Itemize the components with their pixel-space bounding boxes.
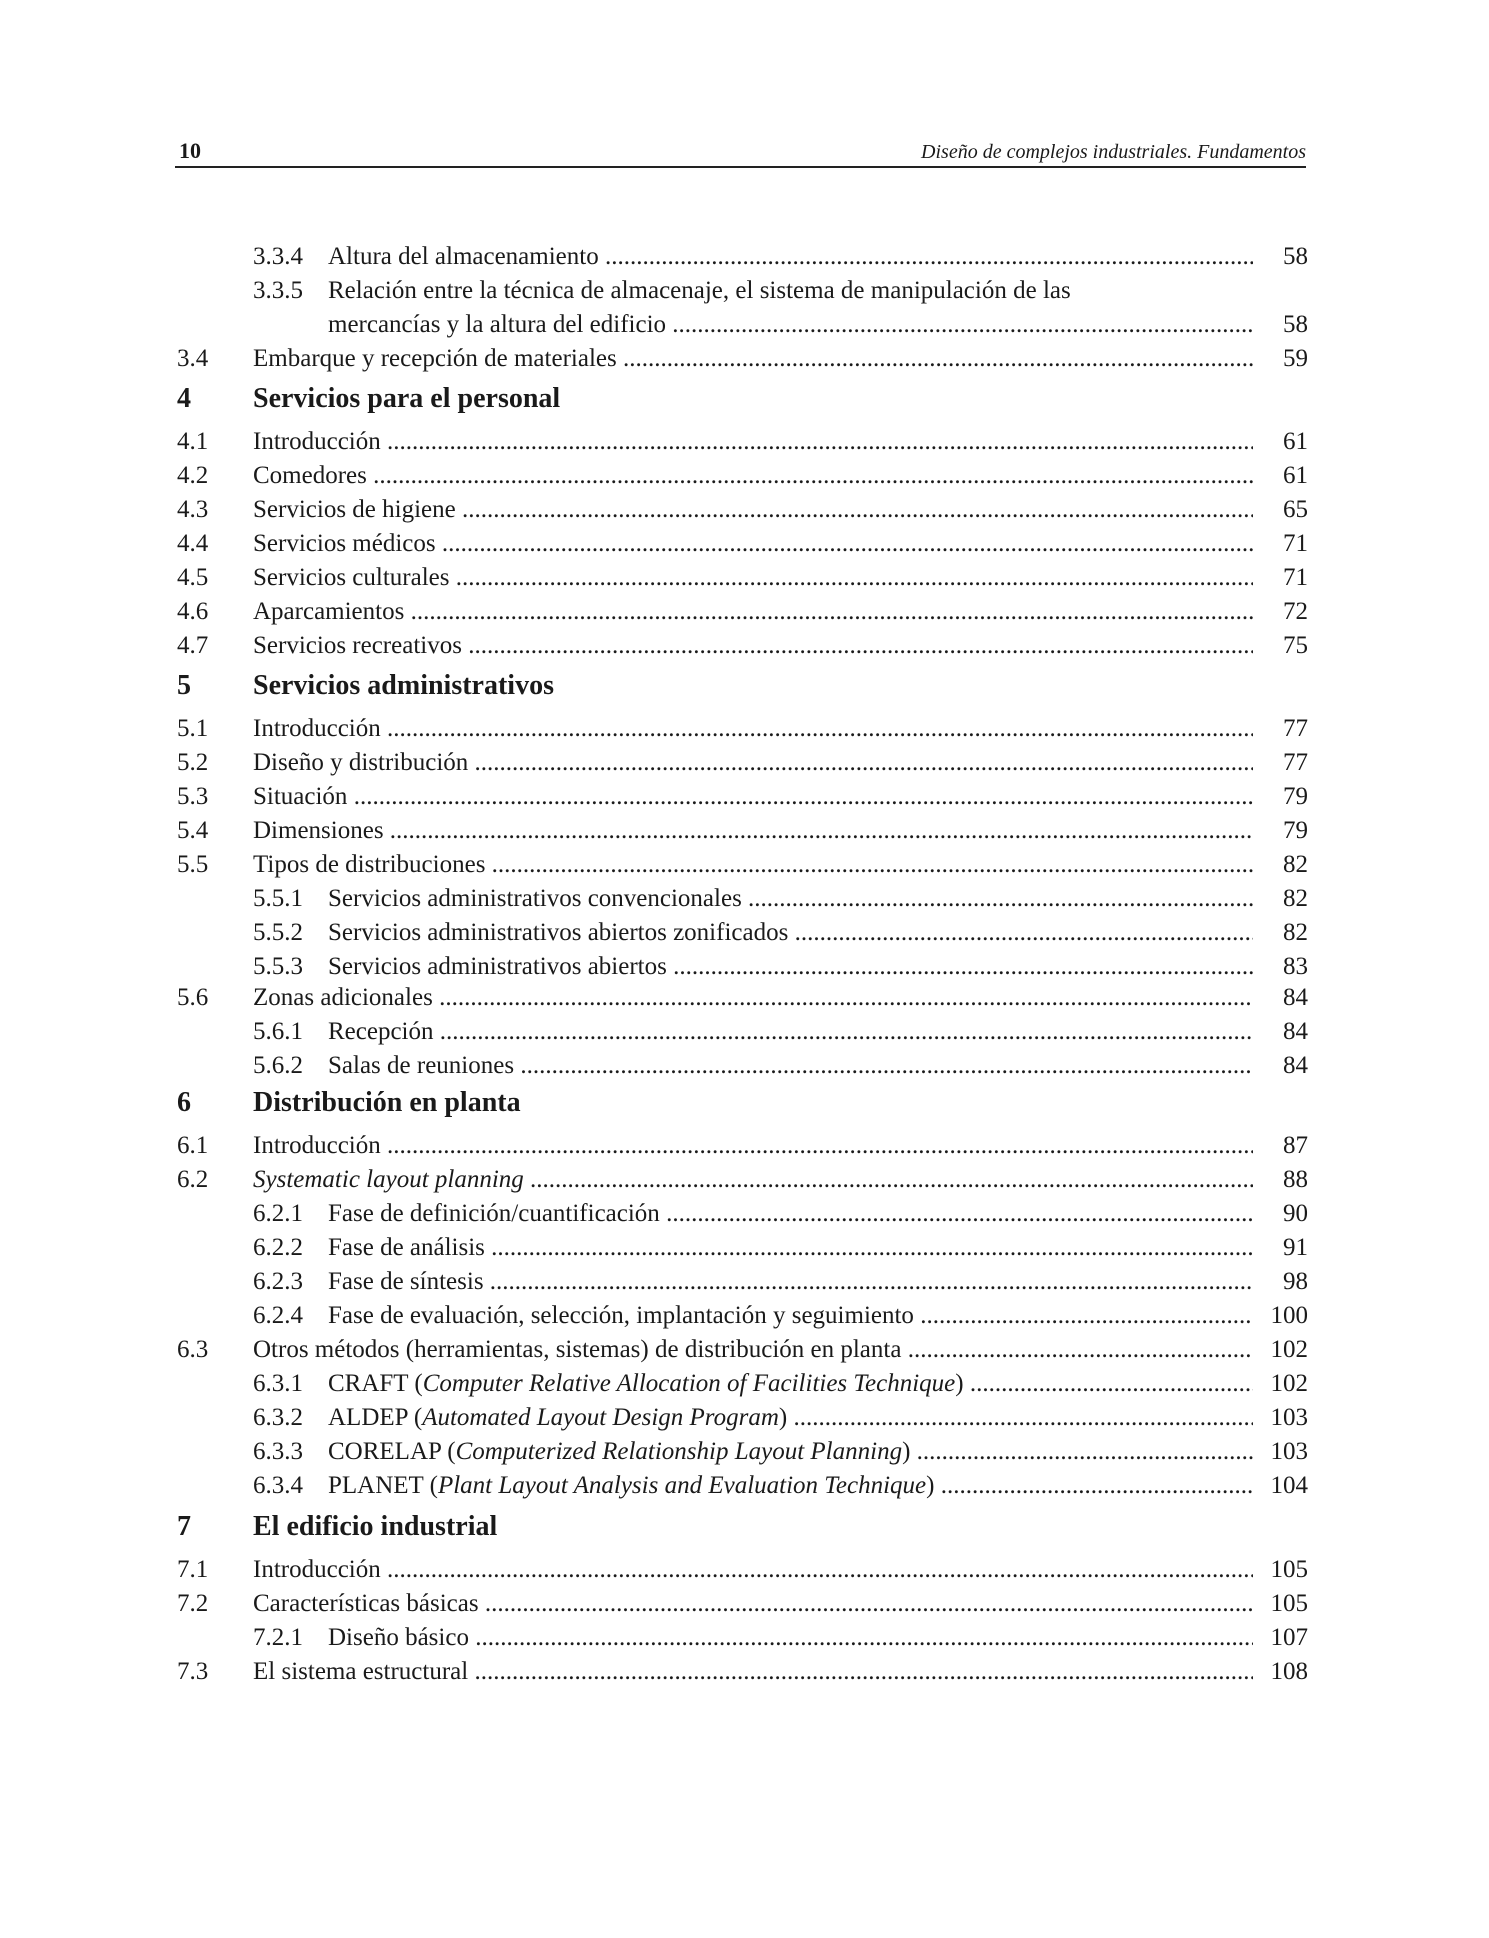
- toc-title-text: Fase de evaluación, selección, implantación y seguimiento: [328, 1302, 914, 1329]
- toc-number: 6.2.1: [253, 1200, 303, 1227]
- toc-title: [253, 1163, 1253, 1197]
- toc-chapter: [175, 382, 1308, 416]
- toc-page-number: 72: [1283, 598, 1308, 625]
- toc-title-text: CORELAP (: [328, 1438, 456, 1465]
- toc-title: [253, 814, 1253, 848]
- toc-title-text: Servicios administrativos convencionales: [328, 885, 742, 912]
- toc-page-number: 105: [1270, 1590, 1308, 1617]
- toc-entry-continuation: [175, 308, 1308, 342]
- toc-title-text: Servicios administrativos: [253, 670, 554, 701]
- toc-title-italic: Computerized Relationship Layout Planning: [455, 1438, 903, 1465]
- toc-entry: [175, 1553, 1308, 1587]
- toc-page-number: 82: [1283, 885, 1308, 912]
- toc-entry: [175, 1129, 1308, 1163]
- toc-title: [253, 1333, 1253, 1367]
- toc-number: 5: [177, 670, 191, 701]
- toc-title: [253, 1086, 1253, 1120]
- toc-page-number: 61: [1283, 428, 1308, 455]
- toc-page-number: 91: [1283, 1234, 1308, 1261]
- toc-title-text: Introducción: [253, 1132, 381, 1159]
- toc-page-number: 77: [1283, 715, 1308, 742]
- toc-page-number: 104: [1270, 1472, 1308, 1499]
- toc-number: 5.5: [177, 851, 209, 878]
- toc-title-text: Servicios para el personal: [253, 383, 561, 414]
- toc-title: [253, 459, 1253, 493]
- toc-title: [328, 916, 1253, 950]
- toc-entry: [175, 712, 1308, 746]
- toc-title-text: El sistema estructural: [253, 1658, 469, 1685]
- toc-title-text: Introducción: [253, 1556, 381, 1583]
- toc-page-number: 65: [1283, 496, 1308, 523]
- toc-entry: [175, 527, 1308, 561]
- toc-title: [253, 981, 1253, 1015]
- toc-number: 7: [177, 1511, 191, 1542]
- toc-title-text: Dimensiones: [253, 817, 384, 844]
- toc-title-text: Diseño y distribución: [253, 749, 469, 776]
- toc-entry: [175, 981, 1308, 1015]
- toc-number: 5.5.1: [253, 885, 303, 912]
- toc-entry: [175, 629, 1308, 663]
- toc-page-number: 79: [1283, 783, 1308, 810]
- toc-number: 7.1: [177, 1556, 209, 1583]
- toc-title-text: Servicios administrativos abiertos zonificados: [328, 919, 789, 946]
- toc-title-text: Altura del almacenamiento: [328, 243, 599, 270]
- toc-page-number: 103: [1270, 1438, 1308, 1465]
- toc-title-text: CRAFT (: [328, 1370, 423, 1397]
- toc-page-number: 103: [1270, 1404, 1308, 1431]
- toc-entry: [175, 1197, 1308, 1231]
- toc-title: [253, 780, 1253, 814]
- toc-title: [253, 1510, 1253, 1544]
- toc-title: [253, 595, 1253, 629]
- toc-number: 7.2: [177, 1590, 209, 1617]
- toc-page-number: 58: [1283, 311, 1308, 338]
- toc-number: 5.6.2: [253, 1052, 303, 1079]
- toc-entry: [175, 561, 1308, 595]
- toc-title: [253, 1553, 1253, 1587]
- toc-number: 6.2.2: [253, 1234, 303, 1261]
- toc-entry: [175, 1015, 1308, 1049]
- toc-entry: [175, 746, 1308, 780]
- toc-number: 5.5.2: [253, 919, 303, 946]
- toc-title: [328, 1367, 1253, 1401]
- toc-entry: [175, 780, 1308, 814]
- toc-page-number: 82: [1283, 919, 1308, 946]
- toc-title-text: Servicios médicos: [253, 530, 436, 557]
- toc-title: [328, 1469, 1253, 1503]
- toc-entry: [175, 950, 1308, 984]
- toc-title: [253, 493, 1253, 527]
- toc-page-number: 105: [1270, 1556, 1308, 1583]
- toc-title-text: PLANET (: [328, 1472, 438, 1499]
- toc-entry: [175, 1469, 1308, 1503]
- toc-title-text: Fase de análisis: [328, 1234, 485, 1261]
- toc-page-number: 71: [1283, 564, 1308, 591]
- toc-title-text: Recepción: [328, 1018, 434, 1045]
- toc-page-number: 59: [1283, 345, 1308, 372]
- toc-entry: [175, 1163, 1308, 1197]
- toc-title-end: ): [926, 1472, 935, 1499]
- toc-title: [253, 1655, 1253, 1689]
- toc-number: 6: [177, 1087, 191, 1118]
- toc-page-number: 79: [1283, 817, 1308, 844]
- toc-title-italic: Automated Layout Design Program: [422, 1404, 779, 1431]
- toc-title-text: Fase de síntesis: [328, 1268, 484, 1295]
- toc-number: 6.3.3: [253, 1438, 303, 1465]
- toc-title-text: ALDEP (: [328, 1404, 423, 1431]
- toc-page-number: 82: [1283, 851, 1308, 878]
- toc-title: [328, 950, 1253, 984]
- toc-entry: [175, 1231, 1308, 1265]
- toc-title: [328, 1621, 1253, 1655]
- toc-entry: [175, 459, 1308, 493]
- toc-entry: [175, 1655, 1308, 1689]
- toc-title-text: Fase de definición/cuantificación: [328, 1200, 660, 1227]
- toc-title-italic: Systematic layout planning: [253, 1166, 524, 1193]
- toc-title-text: Aparcamientos: [253, 598, 405, 625]
- toc-entry: [175, 882, 1308, 916]
- toc-title: [328, 274, 1253, 308]
- toc-title: [328, 1299, 1253, 1333]
- toc-title-text: Otros métodos (herramientas, sistemas) de distribución en planta: [253, 1336, 902, 1363]
- toc-title: [253, 712, 1253, 746]
- toc-number: 4.4: [177, 530, 209, 557]
- toc-page-number: 107: [1270, 1624, 1308, 1651]
- toc-number: 5.2: [177, 749, 209, 776]
- toc-chapter: [175, 1510, 1308, 1544]
- toc-number: 5.6.1: [253, 1018, 303, 1045]
- toc-number: 4.5: [177, 564, 209, 591]
- toc-title: [253, 425, 1253, 459]
- toc-title: [328, 1197, 1253, 1231]
- toc-title-end: ): [902, 1438, 911, 1465]
- toc-title: [253, 746, 1253, 780]
- toc-title: [253, 527, 1253, 561]
- toc-number: 4.1: [177, 428, 209, 455]
- toc-number: 7.2.1: [253, 1624, 303, 1651]
- toc-number: 5.5.3: [253, 953, 303, 980]
- toc-entry: [175, 342, 1308, 376]
- toc-number: 6.2: [177, 1166, 209, 1193]
- toc-entry: [175, 916, 1308, 950]
- toc-number: 7.3: [177, 1658, 209, 1685]
- toc-title-text: Salas de reuniones: [328, 1052, 515, 1079]
- toc-title: [253, 848, 1253, 882]
- toc-entry: [175, 1435, 1308, 1469]
- toc-entry: [175, 1265, 1308, 1299]
- toc-number: 6.1: [177, 1132, 209, 1159]
- toc-title-text: Relación entre la técnica de almacenaje, el sistema de manipulación de las: [328, 277, 1071, 304]
- toc-title-text: Introducción: [253, 715, 381, 742]
- toc-entry: [175, 1621, 1308, 1655]
- toc-entry: [175, 1049, 1308, 1083]
- toc-entry: [175, 1367, 1308, 1401]
- toc-page-number: 84: [1283, 1052, 1308, 1079]
- toc-title-text: Situación: [253, 783, 348, 810]
- toc-title: [328, 240, 1253, 274]
- toc-number: 6.3.2: [253, 1404, 303, 1431]
- toc-title: [253, 629, 1253, 663]
- toc-title: [328, 1435, 1253, 1469]
- toc-number: 3.3.5: [253, 277, 303, 304]
- toc-number: 3.4: [177, 345, 209, 372]
- toc-number: 6.2.4: [253, 1302, 303, 1329]
- toc-title: [328, 1231, 1253, 1265]
- toc-number: 5.3: [177, 783, 209, 810]
- toc-title-text: Tipos de distribuciones: [253, 851, 486, 878]
- toc-title: [328, 1265, 1253, 1299]
- toc-page-number: 84: [1283, 1018, 1308, 1045]
- toc-title-text: Embarque y recepción de materiales: [253, 345, 617, 372]
- toc-entry: [175, 848, 1308, 882]
- toc-page-number: 100: [1270, 1302, 1308, 1329]
- toc-title: [253, 1587, 1253, 1621]
- toc-title-text: Servicios administrativos abiertos: [328, 953, 667, 980]
- toc-page-number: 102: [1270, 1370, 1308, 1397]
- toc-title-italic: Computer Relative Allocation of Facilities Technique: [422, 1370, 956, 1397]
- running-title: Diseño de complejos industriales. Fundamentos: [921, 141, 1306, 163]
- toc-page-number: 88: [1283, 1166, 1308, 1193]
- toc-entry: [175, 1299, 1308, 1333]
- toc-title-end: ): [955, 1370, 964, 1397]
- toc-title-text: Servicios culturales: [253, 564, 450, 591]
- toc-title-text: Zonas adicionales: [253, 984, 433, 1011]
- toc-entry: [175, 1401, 1308, 1435]
- toc-entry: [175, 240, 1308, 274]
- toc-title: [328, 882, 1253, 916]
- toc-number: 4: [177, 383, 191, 414]
- toc-entry: [175, 1587, 1308, 1621]
- toc-entry: [175, 595, 1308, 629]
- toc-number: 4.7: [177, 632, 209, 659]
- toc-title: [253, 669, 1253, 703]
- toc-title-text: Introducción: [253, 428, 381, 455]
- toc-page-number: 90: [1283, 1200, 1308, 1227]
- toc-number: 6.2.3: [253, 1268, 303, 1295]
- toc-title-italic: Plant Layout Analysis and Evaluation Technique: [437, 1472, 927, 1499]
- toc-entry: [175, 425, 1308, 459]
- toc-title: [253, 1129, 1253, 1163]
- toc-title-text: Comedores: [253, 462, 367, 489]
- toc-page-number: 84: [1283, 984, 1308, 1011]
- toc-title-text: Distribución en planta: [253, 1087, 521, 1118]
- toc-number: 5.1: [177, 715, 209, 742]
- toc-page-number: 108: [1270, 1658, 1308, 1685]
- toc-title-text: Características básicas: [253, 1590, 479, 1617]
- toc-number: 6.3.4: [253, 1472, 303, 1499]
- toc-number: 4.3: [177, 496, 209, 523]
- toc-number: 6.3: [177, 1336, 209, 1363]
- toc-page-number: 61: [1283, 462, 1308, 489]
- toc-chapter: [175, 1086, 1308, 1120]
- toc-title: [328, 1015, 1253, 1049]
- page-header: [175, 138, 1306, 168]
- toc-entry: [175, 493, 1308, 527]
- toc-title-text: El edificio industrial: [253, 1511, 498, 1542]
- toc-page-number: 102: [1270, 1336, 1308, 1363]
- toc-page-number: 77: [1283, 749, 1308, 776]
- toc-number: 5.4: [177, 817, 209, 844]
- toc-page-number: 58: [1283, 243, 1308, 270]
- page-number: 10: [179, 138, 201, 163]
- toc-title-end: ): [778, 1404, 788, 1431]
- toc-title-text: Diseño básico: [328, 1624, 469, 1651]
- toc-title: [328, 308, 1253, 342]
- toc-title: [328, 1049, 1253, 1083]
- toc-page-number: 98: [1283, 1268, 1308, 1295]
- toc-entry: [175, 1333, 1308, 1367]
- toc-page-number: 87: [1283, 1132, 1308, 1159]
- toc-title: [253, 382, 1253, 416]
- toc-title: [253, 561, 1253, 595]
- toc-page-number: 83: [1283, 953, 1308, 980]
- toc-number: 6.3.1: [253, 1370, 303, 1397]
- toc-page-number: 75: [1283, 632, 1308, 659]
- toc-chapter: [175, 669, 1308, 703]
- toc-title-text: Servicios recreativos: [253, 632, 462, 659]
- toc-number: 4.6: [177, 598, 209, 625]
- toc-number: 5.6: [177, 984, 209, 1011]
- toc-number: 3.3.4: [253, 243, 303, 270]
- toc-entry: [175, 814, 1308, 848]
- toc-title: [253, 342, 1253, 376]
- toc-number: 4.2: [177, 462, 209, 489]
- toc-title: [328, 1401, 1253, 1435]
- toc-page-number: 71: [1283, 530, 1308, 557]
- toc-title-text: mercancías y la altura del edificio: [328, 311, 667, 338]
- toc-entry: [175, 274, 1308, 308]
- toc-title-text: Servicios de higiene: [253, 496, 456, 523]
